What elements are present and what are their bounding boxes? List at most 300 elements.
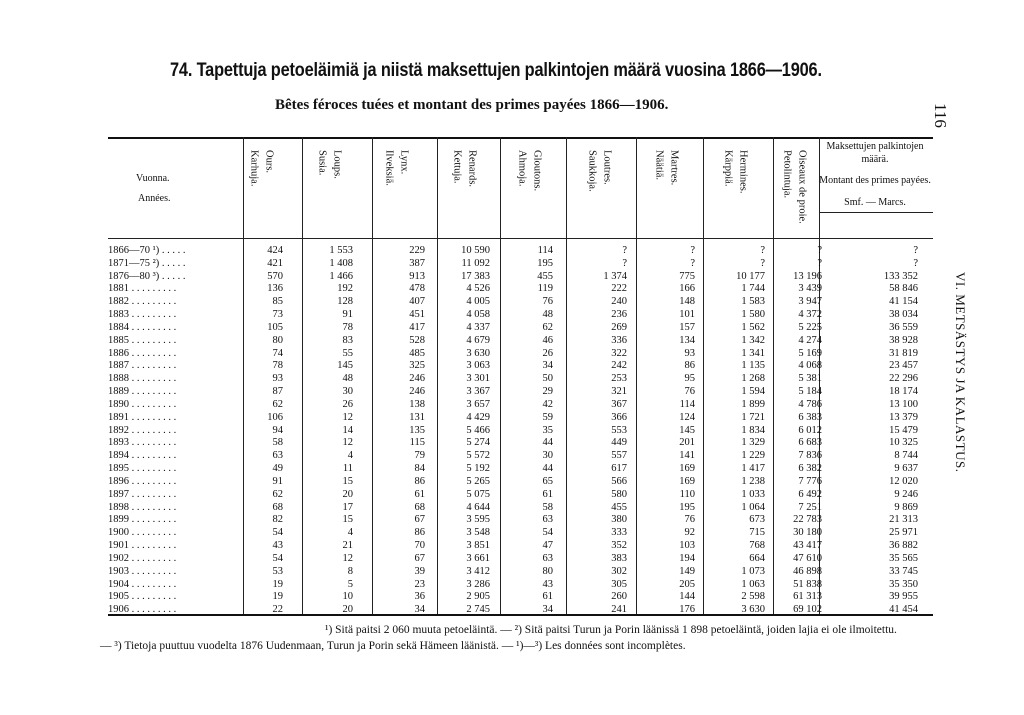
year-cell: 1904 . . . . . . . . . (108, 578, 177, 590)
value-cell: 54 (272, 527, 283, 539)
value-cell: 7 776 (798, 475, 822, 487)
value-cell: 9 246 (894, 488, 918, 500)
column-header-fr: Gloutons. (531, 150, 543, 192)
value-cell: 3 630 (466, 347, 490, 359)
value-cell: 42 (542, 398, 553, 410)
value-cell: 4 372 (798, 309, 822, 321)
table-row (108, 449, 938, 462)
value-cell: 4 337 (466, 321, 490, 333)
table-row (108, 526, 938, 539)
column-header (377, 150, 415, 186)
value-cell: 333 (611, 527, 627, 539)
column-header-fr: Loutres. (601, 150, 613, 185)
value-cell: 325 (409, 360, 425, 372)
column-header-fi: Susia. (316, 150, 328, 176)
table-row (108, 308, 938, 321)
value-cell: 13 100 (889, 398, 918, 410)
value-cell: 6 383 (798, 411, 822, 423)
value-cell: 3 595 (466, 514, 490, 526)
value-cell: 145 (679, 424, 695, 436)
value-cell: 76 (684, 514, 695, 526)
value-cell: 1 553 (329, 245, 353, 256)
value-cell: 9 637 (894, 463, 918, 475)
value-cell: 39 (414, 565, 425, 577)
column-header-fr: Oiseaux de proie. (796, 150, 808, 224)
year-cell: 1896 . . . . . . . . . (108, 475, 177, 487)
column-header-fr: Renards. (466, 150, 478, 188)
year-cell: 1876—80 ³) . . . . . (108, 270, 186, 282)
value-cell: 566 (611, 475, 627, 487)
value-cell: 135 (409, 424, 425, 436)
value-cell: 114 (537, 245, 553, 256)
year-cell: 1906 . . . . . . . . . (108, 604, 177, 616)
value-cell: 63 (542, 552, 553, 564)
value-cell: 3 367 (466, 386, 490, 398)
value-cell: 1 721 (741, 411, 765, 423)
year-cell: 1893 . . . . . . . . . (108, 437, 177, 449)
value-cell: 768 (749, 540, 765, 552)
value-cell: 44 (542, 437, 553, 449)
value-cell: 3 851 (466, 540, 490, 552)
value-cell: 2 598 (741, 591, 765, 603)
table-row (108, 488, 938, 501)
column-header-fi: Kärppiä. (722, 150, 734, 187)
value-cell: 9 869 (894, 501, 918, 513)
value-cell: 5 265 (466, 475, 490, 487)
value-cell: ? (817, 257, 822, 269)
value-cell: 570 (267, 270, 283, 282)
table-row (108, 359, 938, 372)
value-cell: 86 (414, 475, 425, 487)
value-cell: 10 (342, 591, 353, 603)
year-cell: 1888 . . . . . . . . . (108, 373, 177, 385)
value-cell: 1 594 (741, 386, 765, 398)
value-cell: 8 (347, 565, 353, 577)
value-cell: 305 (611, 578, 627, 590)
value-cell: 302 (611, 565, 627, 577)
value-cell: 4 (347, 450, 353, 462)
column-header-fr: Martres. (668, 150, 680, 186)
table-row (108, 385, 938, 398)
table-row (108, 321, 938, 334)
value-cell: 58 (272, 437, 283, 449)
value-cell: 6 492 (798, 488, 822, 500)
value-cell: 34 (414, 604, 425, 616)
value-cell: 15 479 (889, 424, 918, 436)
value-cell: 1 374 (603, 270, 627, 282)
value-cell: 86 (684, 360, 695, 372)
value-cell: 222 (611, 283, 627, 295)
value-cell: 110 (679, 488, 695, 500)
value-cell: 91 (272, 475, 283, 487)
value-cell: 85 (272, 296, 283, 308)
value-cell: 321 (611, 386, 627, 398)
table-row (108, 295, 938, 308)
value-cell: 19 (272, 591, 283, 603)
value-cell: 12 (342, 411, 353, 423)
table-row (108, 603, 938, 616)
value-cell: 10 325 (889, 437, 918, 449)
value-cell: 29 (542, 386, 553, 398)
value-cell: 485 (409, 347, 425, 359)
value-cell: 387 (409, 257, 425, 269)
value-cell: 103 (679, 540, 695, 552)
prize-amount-header (819, 140, 931, 209)
year-cell: 1881 . . . . . . . . . (108, 283, 177, 295)
value-cell: 553 (611, 424, 627, 436)
value-cell: 61 (542, 591, 553, 603)
value-cell: 38 928 (889, 334, 918, 346)
value-cell: 336 (611, 334, 627, 346)
value-cell: ? (690, 257, 695, 269)
value-cell: ? (760, 245, 765, 256)
value-cell: 1 744 (741, 283, 765, 295)
year-cell: 1882 . . . . . . . . . (108, 296, 177, 308)
year-cell: 1903 . . . . . . . . . (108, 565, 177, 577)
value-cell: 61 (542, 488, 553, 500)
column-header-fr: Ours. (263, 150, 275, 174)
table-row (108, 347, 938, 360)
column-header-fi: Ahmoja. (516, 150, 528, 187)
value-cell: 1 466 (329, 270, 353, 282)
value-cell: 51 838 (793, 578, 822, 590)
value-cell: 775 (679, 270, 695, 282)
value-cell: 53 (272, 565, 283, 577)
value-cell: 67 (414, 552, 425, 564)
value-cell: 62 (272, 488, 283, 500)
value-cell: 269 (611, 321, 627, 333)
value-cell: 65 (542, 475, 553, 487)
table-row (108, 565, 938, 578)
value-cell: 124 (679, 411, 695, 423)
value-cell: 352 (611, 540, 627, 552)
value-cell: 22 783 (793, 514, 822, 526)
value-cell: 36 (414, 591, 425, 603)
value-cell: 61 (414, 488, 425, 500)
value-cell: 6 683 (798, 437, 822, 449)
column-header (580, 150, 618, 192)
value-cell: 194 (679, 552, 695, 564)
value-cell: 144 (679, 591, 695, 603)
value-cell: 17 (342, 501, 353, 513)
prize-unit: Smf. — Marcs. (844, 197, 906, 208)
value-cell: 1 562 (741, 321, 765, 333)
value-cell: 449 (611, 437, 627, 449)
value-cell: 7 251 (798, 501, 822, 513)
value-cell: 119 (537, 283, 553, 295)
value-cell: 78 (342, 321, 353, 333)
value-cell: 1 268 (741, 373, 765, 385)
year-cell: 1889 . . . . . . . . . (108, 386, 177, 398)
value-cell: 205 (679, 578, 695, 590)
value-cell: 4 679 (466, 334, 490, 346)
value-cell: 4 786 (798, 398, 822, 410)
value-cell: 58 (542, 501, 553, 513)
value-cell: 136 (267, 283, 283, 295)
value-cell: 80 (272, 334, 283, 346)
value-cell: 41 454 (889, 604, 918, 616)
value-cell: 176 (679, 604, 695, 616)
value-cell: 30 (342, 386, 353, 398)
value-cell: 664 (749, 552, 765, 564)
value-cell: 12 (342, 437, 353, 449)
value-cell: 715 (749, 527, 765, 539)
column-header-fr: Lynx. (398, 150, 410, 175)
value-cell: 79 (414, 450, 425, 462)
value-cell: 1 583 (741, 296, 765, 308)
value-cell: 3 063 (466, 360, 490, 372)
value-cell: 145 (337, 360, 353, 372)
value-cell: 5 (347, 578, 353, 590)
value-cell: 580 (611, 488, 627, 500)
value-cell: 74 (272, 347, 283, 359)
value-cell: 23 (414, 578, 425, 590)
value-cell: 86 (414, 527, 425, 539)
value-cell: 78 (272, 360, 283, 372)
value-cell: 1 341 (741, 347, 765, 359)
value-cell: 92 (684, 527, 695, 539)
value-cell: 73 (272, 309, 283, 321)
value-cell: 134 (679, 334, 695, 346)
value-cell: 5 169 (798, 347, 822, 359)
footnote-line-2: — ³) Tietoja puuttuu vuodelta 1876 Uudenmaan, Turun ja Porin sekä Hämeen läänistä. — ¹)—³) Les données sont incomplètes. (100, 640, 686, 652)
table-row (108, 398, 938, 411)
value-cell: 95 (684, 373, 695, 385)
value-cell: 31 819 (889, 347, 918, 359)
value-cell: 246 (409, 386, 425, 398)
value-cell: 34 (542, 360, 553, 372)
value-cell: 15 (342, 514, 353, 526)
year-cell: 1897 . . . . . . . . . (108, 488, 177, 500)
value-cell: 70 (414, 540, 425, 552)
value-cell: 5 572 (466, 450, 490, 462)
value-cell: 12 020 (889, 475, 918, 487)
year-cell: 1901 . . . . . . . . . (108, 540, 177, 552)
value-cell: 41 154 (889, 296, 918, 308)
value-cell: 169 (679, 463, 695, 475)
value-cell: 84 (414, 463, 425, 475)
value-cell: 4 526 (466, 283, 490, 295)
year-cell: 1899 . . . . . . . . . (108, 514, 177, 526)
value-cell: 1 408 (329, 257, 353, 269)
value-cell: 1 417 (741, 463, 765, 475)
value-cell: 49 (272, 463, 283, 475)
value-cell: 241 (611, 604, 627, 616)
value-cell: 913 (409, 270, 425, 282)
value-cell: 47 610 (793, 552, 822, 564)
year-cell: 1886 . . . . . . . . . (108, 347, 177, 359)
value-cell: 1 238 (741, 475, 765, 487)
value-cell: 21 (342, 540, 353, 552)
table-row (108, 270, 938, 283)
table-row (108, 462, 938, 475)
value-cell: 105 (267, 321, 283, 333)
value-cell: 131 (409, 411, 425, 423)
value-cell: 34 (542, 604, 553, 616)
value-cell: 62 (542, 321, 553, 333)
value-cell: 1 063 (741, 578, 765, 590)
value-cell: 62 (272, 398, 283, 410)
value-cell: 8 744 (894, 450, 918, 462)
value-cell: 26 (542, 347, 553, 359)
table-row (108, 424, 938, 437)
page-number: 116 (931, 103, 950, 128)
prize-header-fr: Montant des primes payées. (819, 175, 931, 186)
value-cell: 322 (611, 347, 627, 359)
value-cell: 5 466 (466, 424, 490, 436)
value-cell: 3 548 (466, 527, 490, 539)
year-cell: 1905 . . . . . . . . . (108, 591, 177, 603)
value-cell: 101 (679, 309, 695, 321)
table-row (108, 334, 938, 347)
value-cell: 3 947 (798, 296, 822, 308)
value-cell: 424 (267, 245, 283, 256)
value-cell: 14 (342, 424, 353, 436)
column-header (242, 150, 280, 186)
unit-rule (819, 212, 933, 213)
year-cell: 1902 . . . . . . . . . (108, 552, 177, 564)
value-cell: 68 (272, 501, 283, 513)
value-cell: 1 135 (741, 360, 765, 372)
value-cell: 26 (342, 398, 353, 410)
value-cell: 39 955 (889, 591, 918, 603)
value-cell: 44 (542, 463, 553, 475)
running-head: VI. METSÄSTYS JA KALASTUS. (953, 272, 968, 473)
value-cell: 192 (337, 283, 353, 295)
table-top-rule (108, 137, 933, 139)
value-cell: 6 012 (798, 424, 822, 436)
value-cell: ? (760, 257, 765, 269)
value-cell: 417 (409, 321, 425, 333)
value-cell: 10 177 (736, 270, 765, 282)
value-cell: 195 (537, 257, 553, 269)
table-row (108, 578, 938, 591)
value-cell: 5 274 (466, 437, 490, 449)
value-cell: 36 882 (889, 540, 918, 552)
value-cell: 12 (342, 552, 353, 564)
value-cell: 21 313 (889, 514, 918, 526)
value-cell: 20 (342, 488, 353, 500)
value-cell: 4 (347, 527, 353, 539)
value-cell: 36 559 (889, 321, 918, 333)
value-cell: ? (913, 245, 918, 256)
value-cell: 63 (542, 514, 553, 526)
value-cell: 260 (611, 591, 627, 603)
column-header-fr: Loups. (331, 150, 343, 179)
value-cell: 253 (611, 373, 627, 385)
column-header (445, 150, 483, 187)
table-title: 74. Tapettuja petoeläimiä ja niistä maksettujen palkintojen määrä vuosina 1866—1906. (170, 60, 822, 81)
value-cell: 1 229 (741, 450, 765, 462)
value-cell: 54 (272, 552, 283, 564)
year-cell: 1898 . . . . . . . . . (108, 501, 177, 513)
value-cell: 1 073 (741, 565, 765, 577)
value-cell: 83 (342, 334, 353, 346)
header-bottom-rule (108, 238, 933, 239)
value-cell: 1 033 (741, 488, 765, 500)
value-cell: 115 (409, 437, 425, 449)
value-cell: ? (622, 245, 627, 256)
value-cell: 617 (611, 463, 627, 475)
value-cell: 4 058 (466, 309, 490, 321)
value-cell: 195 (679, 501, 695, 513)
value-cell: 421 (267, 257, 283, 269)
value-cell: 6 382 (798, 463, 822, 475)
value-cell: 13 379 (889, 411, 918, 423)
value-cell: 23 457 (889, 360, 918, 372)
table-row (108, 282, 938, 295)
value-cell: 2 745 (466, 604, 490, 616)
value-cell: 18 174 (889, 386, 918, 398)
value-cell: ? (690, 245, 695, 256)
value-cell: 4 429 (466, 411, 490, 423)
value-cell: 69 102 (793, 604, 822, 616)
value-cell: 455 (611, 501, 627, 513)
value-cell: 1 899 (741, 398, 765, 410)
value-cell: 240 (611, 296, 627, 308)
column-header-fi: Petolintuja. (781, 150, 793, 199)
value-cell: ? (913, 257, 918, 269)
value-cell: ? (622, 257, 627, 269)
value-cell: 17 383 (461, 270, 490, 282)
value-cell: 128 (337, 296, 353, 308)
value-cell: 35 565 (889, 552, 918, 564)
year-cell: 1892 . . . . . . . . . (108, 424, 177, 436)
value-cell: 19 (272, 578, 283, 590)
value-cell: 3 286 (466, 578, 490, 590)
footnote-line-1: ¹) Sitä paitsi 2 060 muuta petoeläintä. — ²) Sitä paitsi Turun ja Porin läänissä 1 898 petoeläintä, joiden lajia ei ole ilmoitettu. (325, 624, 897, 636)
value-cell: 33 745 (889, 565, 918, 577)
value-cell: 2 905 (466, 591, 490, 603)
value-cell: 383 (611, 552, 627, 564)
value-cell: 87 (272, 386, 283, 398)
value-cell: 76 (684, 386, 695, 398)
value-cell: 4 068 (798, 360, 822, 372)
year-header-fi: Vuonna. (136, 173, 170, 184)
value-cell: 157 (679, 321, 695, 333)
value-cell: 3 439 (798, 283, 822, 295)
value-cell: 43 (542, 578, 553, 590)
value-cell: 80 (542, 565, 553, 577)
column-header (310, 150, 348, 179)
table-row (108, 590, 938, 603)
value-cell: 3 412 (466, 565, 490, 577)
value-cell: 43 417 (793, 540, 822, 552)
value-cell: 63 (272, 450, 283, 462)
value-cell: 22 (272, 604, 283, 616)
column-header (647, 150, 685, 185)
table-row (108, 475, 938, 488)
column-header-fi: Kettuja. (451, 150, 463, 184)
value-cell: 38 034 (889, 309, 918, 321)
value-cell: 35 (542, 424, 553, 436)
value-cell: 46 898 (793, 565, 822, 577)
value-cell: ? (817, 245, 822, 256)
year-cell: 1894 . . . . . . . . . (108, 450, 177, 462)
value-cell: 1 342 (741, 334, 765, 346)
table-row (108, 244, 938, 257)
year-cell: 1890 . . . . . . . . . (108, 398, 177, 410)
value-cell: 5 381 (798, 373, 822, 385)
column-header (716, 150, 754, 193)
value-cell: 7 836 (798, 450, 822, 462)
column-header-fi: Karhuja. (248, 150, 260, 187)
value-cell: 407 (409, 296, 425, 308)
value-cell: 133 352 (883, 270, 918, 282)
value-cell: 61 313 (793, 591, 822, 603)
value-cell: 10 590 (461, 245, 490, 256)
year-cell: 1883 . . . . . . . . . (108, 309, 177, 321)
